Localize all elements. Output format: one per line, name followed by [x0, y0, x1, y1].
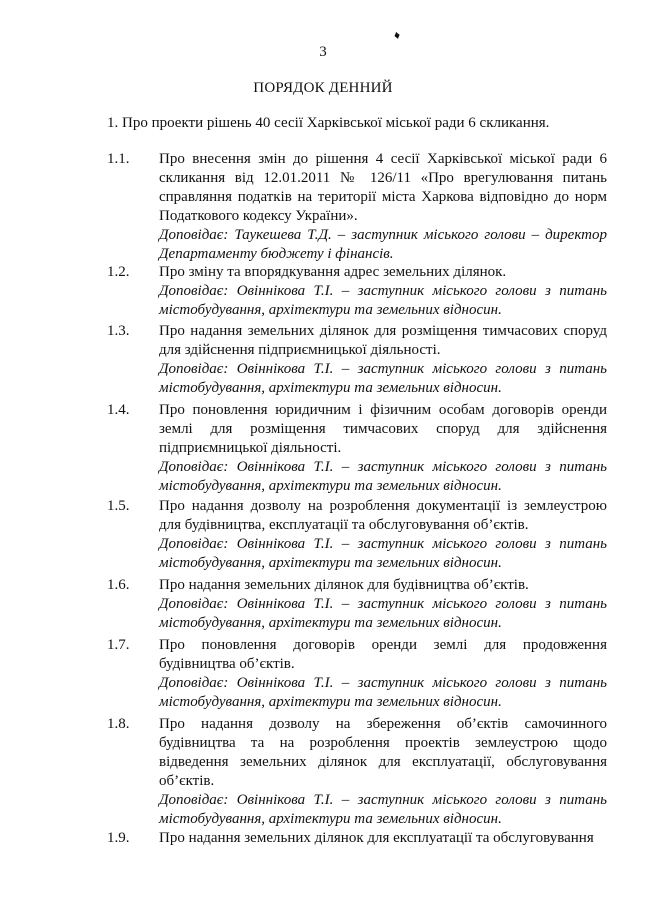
item-reporter: Доповідає: Овіннікова Т.І. – заступник міського голови з питань містобудування, архітектури та земельних відносин.: [159, 459, 607, 494]
item-text: Про надання земельних ділянок для будівництва об’єктів.: [159, 577, 529, 593]
item-text: Про поновлення юридичним і фізичним особам договорів оренди землі для розміщення тимчасових споруд для здійснення підприємницької діяльності.: [159, 402, 607, 456]
item-number: 1.1.: [107, 151, 130, 167]
item-reporter: Доповідає: Овіннікова Т.І. – заступник міського голови з питань містобудування, архітектури та земельних відносин.: [159, 792, 607, 827]
pen-mark-icon: ♦: [392, 27, 402, 43]
section-heading: 1. Про проекти рішень 40 сесії Харківської міської ради 6 скликання.: [107, 115, 550, 131]
item-number: 1.2.: [107, 264, 130, 280]
item-text: Про зміну та впорядкування адрес земельних ділянок.: [159, 264, 507, 280]
item-number: 1.4.: [107, 402, 130, 418]
item-text: Про надання дозволу на збереження об’єктів самочинного будівництва та на розроблення проектів землеустрою щодо відведення земельних ділянок для експлуатації, обслуговування об’єктів.: [159, 716, 607, 789]
agenda-item: [107, 576, 607, 633]
item-reporter: Доповідає: Овіннікова Т.І. – заступник міського голови з питань містобудування, архітектури та земельних відносин.: [159, 596, 607, 631]
agenda-item: [107, 150, 607, 264]
item-text: Про надання дозволу на розроблення документації із землеустрою для будівництва, експлуатації та обслуговування об’єктів.: [159, 498, 607, 533]
agenda-item: [107, 401, 607, 496]
agenda-item: [107, 636, 607, 712]
page-number: 3: [319, 44, 327, 60]
item-number: 1.7.: [107, 637, 130, 653]
item-reporter: Доповідає: Овіннікова Т.І. – заступник міського голови з питань містобудування, архітектури та земельних відносин.: [159, 536, 607, 571]
item-text: Про внесення змін до рішення 4 сесії Харківської міської ради 6 скликання від 12.01.2011 № 126/11 «Про врегулювання питань справляння податків на території міста Харкова відповідно до норм Податкового кодексу України».: [159, 151, 607, 224]
agenda-item: [107, 322, 607, 398]
item-reporter: Доповідає: Овіннікова Т.І. – заступник міського голови з питань містобудування, архітектури та земельних відносин.: [159, 283, 607, 318]
item-number: 1.9.: [107, 830, 130, 846]
item-number: 1.6.: [107, 577, 130, 593]
page-title: ПОРЯДОК ДЕННИЙ: [253, 80, 393, 96]
agenda-item: [107, 263, 607, 320]
item-text: Про надання земельних ділянок для експлуатації та обслуговування: [159, 830, 594, 846]
item-number: 1.8.: [107, 716, 130, 732]
item-reporter: Доповідає: Овіннікова Т.І. – заступник міського голови з питань містобудування, архітектури та земельних відносин.: [159, 361, 607, 396]
item-reporter: Доповідає: Овіннікова Т.І. – заступник міського голови з питань містобудування, архітектури та земельних відносин.: [159, 675, 607, 710]
agenda-item: [107, 715, 607, 829]
item-reporter: Доповідає: Таукешева Т.Д. – заступник міського голови – директор Департаменту бюджету і фінансів.: [159, 227, 607, 262]
item-text: Про поновлення договорів оренди землі для продовження будівництва об’єктів.: [159, 637, 607, 672]
item-number: 1.5.: [107, 498, 130, 514]
item-number: 1.3.: [107, 323, 130, 339]
agenda-item: [107, 497, 607, 573]
item-text: Про надання земельних ділянок для розміщення тимчасових споруд для здійснення підприємницької діяльності.: [159, 323, 607, 358]
agenda-item: [107, 829, 607, 848]
